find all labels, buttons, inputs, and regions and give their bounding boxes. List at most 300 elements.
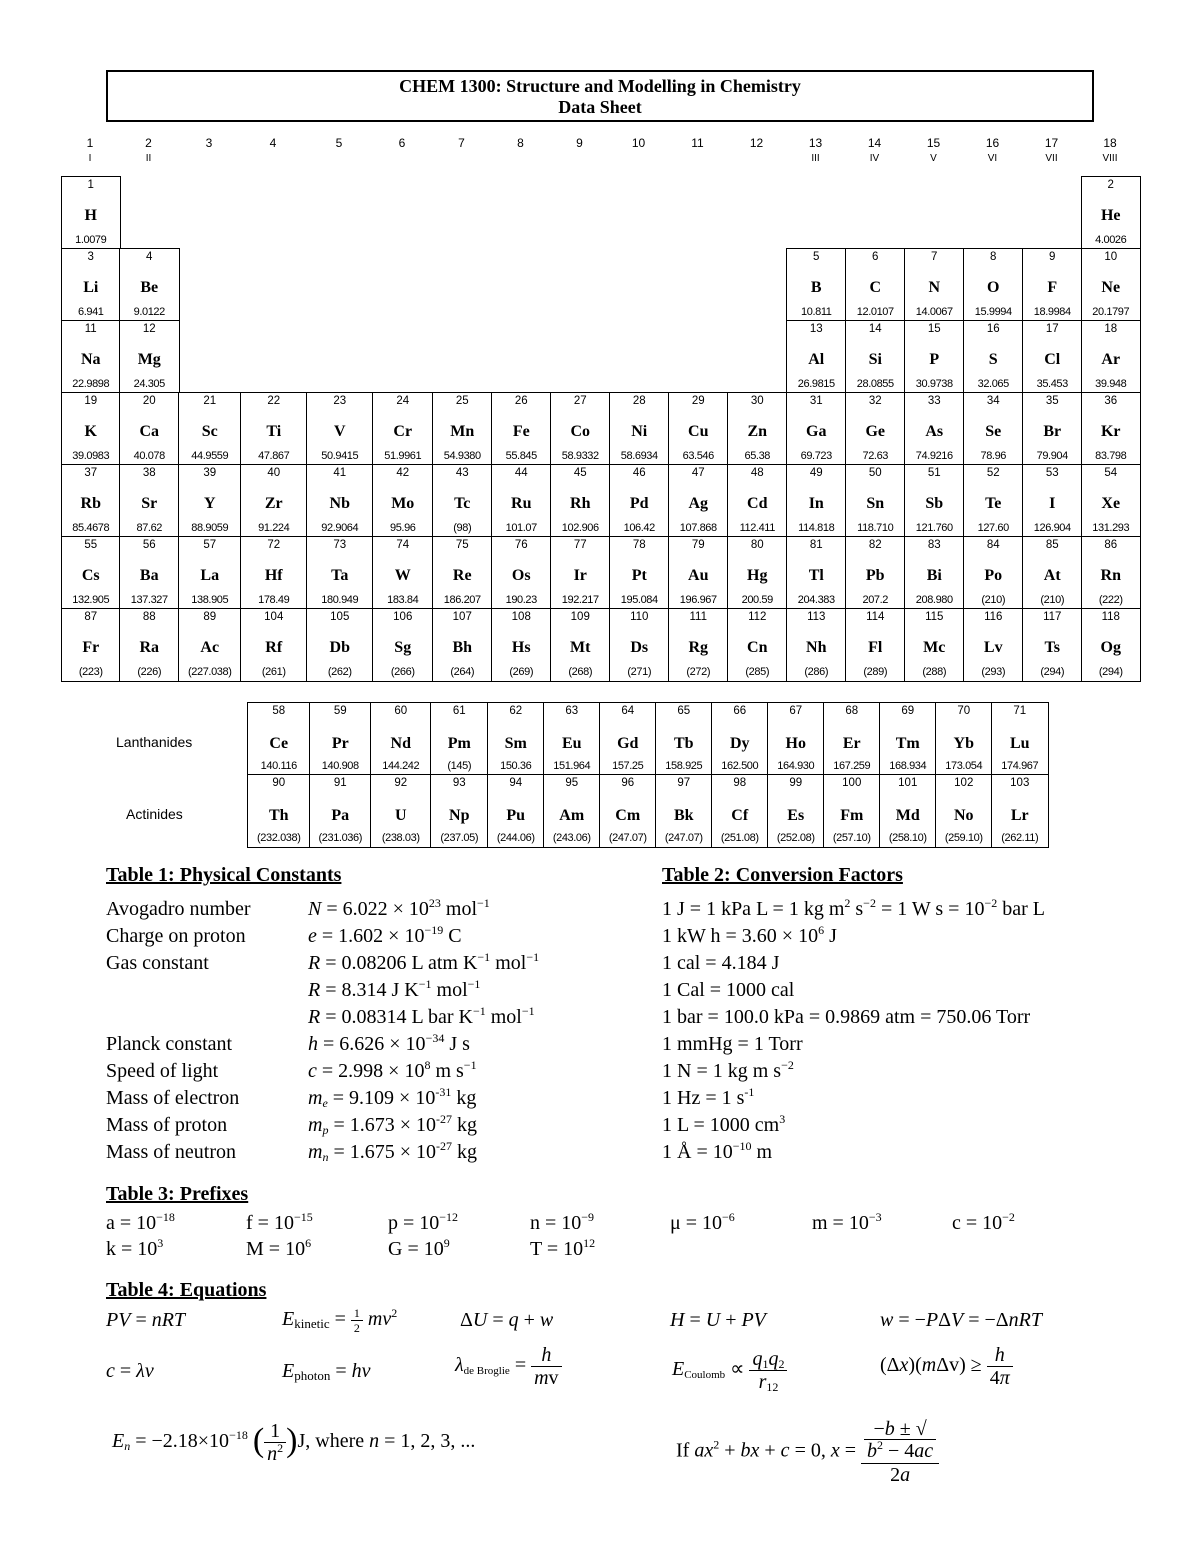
atomic-mass: 40.078 <box>133 449 165 462</box>
element-cell-la <box>178 536 242 610</box>
element-symbol: K <box>84 423 97 440</box>
atomic-mass: 69.723 <box>800 449 832 462</box>
element-symbol: P <box>929 351 940 368</box>
atomic-number: 60 <box>394 705 408 717</box>
element-cell-tl <box>786 536 847 610</box>
atomic-number: 35 <box>1045 395 1059 407</box>
element-cell-sm <box>487 702 545 776</box>
atomic-mass: 121.760 <box>915 521 953 534</box>
element-cell-b <box>786 248 847 322</box>
element-cell-s <box>963 320 1024 394</box>
atomic-number: 106 <box>393 611 413 623</box>
element-symbol: Fl <box>868 639 883 656</box>
element-symbol: Hg <box>747 567 768 584</box>
element-symbol: Y <box>203 495 216 512</box>
atomic-number: 1 <box>87 179 94 191</box>
element-cell-hg <box>727 536 788 610</box>
prefix-entry: $T = 10^{12}$ <box>530 1236 596 1260</box>
atomic-mass: 140.908 <box>321 759 359 772</box>
element-symbol: W <box>394 567 411 584</box>
element-symbol: Cs <box>81 567 100 584</box>
equation-de-broglie: $\lambda_{de Broglie}$ = $\frac{h}{mv}$ <box>455 1344 562 1389</box>
element-symbol: Ga <box>806 423 827 440</box>
atomic-mass: 118.710 <box>857 521 894 534</box>
atomic-mass: 47.867 <box>258 449 290 462</box>
atomic-mass: (269) <box>509 665 534 678</box>
element-cell-ga <box>786 392 847 466</box>
atomic-mass: (244.06) <box>496 831 535 844</box>
element-cell-v <box>306 392 374 466</box>
element-symbol: Fe <box>512 423 530 440</box>
sheet-subtitle: Data Sheet <box>558 97 642 117</box>
element-symbol: Mn <box>450 423 475 440</box>
atomic-number: 99 <box>789 777 803 789</box>
element-symbol: Ir <box>573 567 587 584</box>
element-symbol: Lv <box>983 639 1003 656</box>
prefix-entry: $n = 10^{-9}$ <box>530 1210 595 1234</box>
element-cell-p <box>904 320 965 394</box>
atomic-number: 117 <box>1043 611 1062 623</box>
element-symbol: Sc <box>201 423 218 440</box>
element-cell-in <box>786 464 847 538</box>
atomic-number: 4 <box>146 251 153 263</box>
element-symbol: Og <box>1100 639 1121 656</box>
element-symbol: N <box>928 279 941 296</box>
atomic-number: 38 <box>142 467 156 479</box>
constant-value: $N = 6.022 \times 10^{23}$ mol$^{-1}$ <box>308 896 490 920</box>
element-symbol: Ds <box>630 639 649 656</box>
element-cell-li <box>61 248 121 322</box>
element-symbol: Sb <box>925 495 944 512</box>
element-symbol: Hf <box>264 567 283 584</box>
atomic-mass: 78.96 <box>980 449 1007 462</box>
atomic-number: 58 <box>272 705 286 717</box>
atomic-mass: 195.084 <box>620 593 658 606</box>
group-header <box>1023 136 1081 164</box>
element-symbol: Mo <box>391 495 415 512</box>
element-cell-ta <box>306 536 374 610</box>
atomic-number: 57 <box>203 539 217 551</box>
atomic-number: 33 <box>927 395 941 407</box>
element-symbol: Db <box>329 639 350 656</box>
atomic-mass: 24.305 <box>133 377 165 390</box>
element-symbol: La <box>200 567 220 584</box>
element-symbol: Ar <box>1101 351 1121 368</box>
constant-value: $h = 6.626 \times 10^{-34}$ J s <box>308 1031 470 1055</box>
constant-name: Mass of neutron <box>106 1141 236 1163</box>
atomic-mass: 88.9059 <box>191 521 229 534</box>
atomic-mass: 164.930 <box>777 759 815 772</box>
group-number: 4 <box>269 136 277 150</box>
element-cell-k <box>61 392 121 466</box>
atomic-number: 94 <box>509 777 523 789</box>
element-cell-au <box>668 536 729 610</box>
element-cell-hf <box>240 536 308 610</box>
atomic-mass: 114.818 <box>798 521 835 534</box>
group-header <box>669 136 727 153</box>
equation-work: w = −PΔV = −ΔnRT <box>880 1309 1042 1331</box>
element-symbol: Po <box>984 567 1003 584</box>
constant-value: R = 0.08206 L atm $K^{-1}$ mol$^{-1}$ <box>308 950 540 974</box>
atomic-mass: 112.411 <box>739 521 775 534</box>
atomic-mass: (288) <box>922 665 947 678</box>
atomic-number: 67 <box>789 705 803 717</box>
element-symbol: Eu <box>561 735 582 752</box>
atomic-mass: 95.96 <box>389 521 416 534</box>
atomic-number: 21 <box>203 395 217 407</box>
atomic-number: 65 <box>677 705 691 717</box>
atomic-number: 49 <box>809 467 823 479</box>
atomic-number: 71 <box>1013 705 1027 717</box>
atomic-mass: 30.9738 <box>915 377 953 390</box>
element-symbol: Cu <box>688 423 709 440</box>
element-cell-es <box>767 774 825 848</box>
element-cell-n <box>904 248 965 322</box>
element-symbol: Cd <box>747 495 768 512</box>
element-symbol: Pr <box>331 735 349 752</box>
atomic-number: 82 <box>868 539 882 551</box>
group-header <box>244 136 302 153</box>
atomic-mass: (262.11) <box>1001 831 1039 844</box>
atomic-number: 32 <box>868 395 882 407</box>
atomic-number: 66 <box>733 705 747 717</box>
atomic-mass: 87.62 <box>136 521 163 534</box>
element-cell-sc <box>178 392 242 466</box>
atomic-mass: (252.08) <box>776 831 815 844</box>
atomic-mass: 65.38 <box>744 449 771 462</box>
element-symbol: Si <box>868 351 882 368</box>
atomic-number: 62 <box>509 705 523 717</box>
equation-quadratic-formula: If $ax^2$ + bx + c = 0, x = −b ± √ $b^2 - 4ac$ 2a <box>676 1418 939 1486</box>
element-symbol: In <box>808 495 824 512</box>
atomic-number: 8 <box>990 251 997 263</box>
element-symbol: V <box>333 423 346 440</box>
atomic-number: 22 <box>267 395 281 407</box>
atomic-number: 56 <box>142 539 156 551</box>
atomic-number: 84 <box>986 539 1000 551</box>
atomic-mass: 4.0026 <box>1095 233 1127 246</box>
element-cell-te <box>963 464 1024 538</box>
element-symbol: Cf <box>731 807 749 824</box>
group-header <box>310 136 368 153</box>
atomic-mass: (145) <box>447 759 472 772</box>
element-symbol: Ti <box>266 423 282 440</box>
group-number: 13 <box>808 136 823 150</box>
atomic-number: 52 <box>986 467 1000 479</box>
table1-title: Table 1: Physical Constants <box>106 864 342 886</box>
element-cell-i <box>1022 464 1083 538</box>
atomic-mass: 22.9898 <box>72 377 110 390</box>
element-cell-ba <box>119 536 180 610</box>
element-symbol: Ru <box>511 495 532 512</box>
element-symbol: Cr <box>393 423 413 440</box>
element-symbol: F <box>1047 279 1058 296</box>
atomic-mass: (227.038) <box>188 665 232 678</box>
atomic-mass: 51.9961 <box>384 449 422 462</box>
constant-name: Mass of proton <box>106 1114 228 1136</box>
element-cell-gd <box>599 702 657 776</box>
element-symbol: Au <box>688 567 709 584</box>
element-symbol: U <box>394 807 407 824</box>
group-header <box>905 136 963 164</box>
element-symbol: C <box>869 279 882 296</box>
atomic-mass: 178.49 <box>258 593 290 606</box>
element-cell-zr <box>240 464 308 538</box>
atomic-mass: 207.2 <box>862 593 889 606</box>
atomic-mass: (285) <box>745 665 770 678</box>
element-cell-nd <box>370 702 432 776</box>
atomic-mass: 54.9380 <box>443 449 481 462</box>
element-symbol: Pa <box>331 807 350 824</box>
element-symbol: Ho <box>785 735 806 752</box>
atomic-mass: (247.07) <box>608 831 647 844</box>
element-symbol: Ne <box>1101 279 1121 296</box>
atomic-mass: 126.904 <box>1033 521 1071 534</box>
element-cell-xe <box>1081 464 1141 538</box>
atomic-number: 39 <box>203 467 217 479</box>
element-symbol: Ni <box>631 423 648 440</box>
element-symbol: Al <box>808 351 825 368</box>
element-cell-be <box>119 248 180 322</box>
atomic-mass: (247.07) <box>664 831 703 844</box>
atomic-number: 111 <box>689 611 707 623</box>
constant-value: R = 8.314 J $K^{-1}$ mol$^{-1}$ <box>308 977 481 1001</box>
atomic-number: 69 <box>901 705 915 717</box>
element-symbol: Bk <box>673 807 694 824</box>
sheet-title-box <box>106 70 1094 122</box>
element-cell-er <box>823 702 881 776</box>
element-symbol: Sn <box>866 495 885 512</box>
constant-name: Mass of electron <box>106 1087 240 1109</box>
atomic-mass: 173.054 <box>945 759 983 772</box>
atomic-number: 46 <box>632 467 646 479</box>
element-symbol: H <box>84 207 97 224</box>
atomic-mass: (294) <box>1040 665 1065 678</box>
element-cell-po <box>963 536 1024 610</box>
group-number: 14 <box>867 136 882 150</box>
atomic-number: 59 <box>333 705 347 717</box>
atomic-number: 47 <box>691 467 705 479</box>
element-symbol: Os <box>511 567 531 584</box>
atomic-mass: 55.845 <box>505 449 537 462</box>
element-cell-tm <box>879 702 937 776</box>
element-cell-cf <box>711 774 769 848</box>
element-cell-kr <box>1081 392 1141 466</box>
element-symbol: Bh <box>452 639 473 656</box>
atomic-mass: 39.0983 <box>72 449 110 462</box>
element-cell-ag <box>668 464 729 538</box>
element-cell-lr <box>991 774 1049 848</box>
prefix-entry: $M = 10^6$ <box>246 1236 312 1260</box>
element-cell-ra <box>119 608 180 682</box>
element-cell-sg <box>372 608 434 682</box>
element-cell-ar <box>1081 320 1141 394</box>
atomic-number: 102 <box>954 777 974 789</box>
element-cell-zn <box>727 392 788 466</box>
atomic-number: 5 <box>813 251 820 263</box>
element-symbol: Zn <box>747 423 768 440</box>
element-cell-mo <box>372 464 434 538</box>
conversion-factor: 1 kW $h = 3.60 \times 10^6$ J <box>662 923 837 947</box>
atomic-number: 79 <box>691 539 705 551</box>
table2-title: Table 2: Conversion Factors <box>662 864 903 886</box>
element-symbol: Rb <box>80 495 101 512</box>
group-number: 9 <box>576 136 583 150</box>
element-symbol: Ge <box>865 423 886 440</box>
atomic-mass: (232.038) <box>257 831 301 844</box>
atomic-number: 93 <box>452 777 466 789</box>
element-cell-ti <box>240 392 308 466</box>
atomic-mass: 144.242 <box>382 759 420 772</box>
conversion-factor: 1 mmHg = 1 Torr <box>662 1033 803 1055</box>
atomic-number: 103 <box>1010 777 1030 789</box>
element-symbol: Th <box>268 807 289 824</box>
element-symbol: Kr <box>1100 423 1121 440</box>
element-cell-cl <box>1022 320 1083 394</box>
sheet-title: CHEM 1300: Structure and Modelling in Chemistry <box>399 76 801 96</box>
atomic-mass: 180.949 <box>321 593 359 606</box>
element-symbol: Tm <box>895 735 920 752</box>
atomic-mass: 58.9332 <box>561 449 599 462</box>
atomic-number: 14 <box>868 323 882 335</box>
atomic-mass: 101.07 <box>505 521 537 534</box>
table4-title: Table 4: Equations <box>106 1279 267 1301</box>
atomic-number: 37 <box>84 467 98 479</box>
atomic-mass: 168.934 <box>889 759 927 772</box>
element-symbol: Lr <box>1010 807 1029 824</box>
atomic-number: 51 <box>927 467 941 479</box>
atomic-mass: (210) <box>981 593 1006 606</box>
group-roman: III <box>811 153 820 164</box>
element-symbol: Pb <box>865 567 885 584</box>
atomic-number: 3 <box>87 251 94 263</box>
element-cell-yb <box>935 702 993 776</box>
atomic-mass: 83.798 <box>1095 449 1127 462</box>
atomic-mass: (98) <box>453 521 472 534</box>
element-cell-mt <box>550 608 611 682</box>
element-cell-ru <box>491 464 552 538</box>
atomic-number: 17 <box>1045 323 1059 335</box>
atomic-number: 78 <box>632 539 646 551</box>
element-cell-np <box>430 774 489 848</box>
group-roman: I <box>88 153 92 164</box>
atomic-mass: 132.905 <box>72 593 110 606</box>
group-roman: IV <box>869 153 880 164</box>
atomic-mass: 85.4678 <box>72 521 110 534</box>
element-cell-si <box>845 320 906 394</box>
constant-name: Speed of light <box>106 1060 219 1082</box>
element-cell-as <box>904 392 965 466</box>
element-cell-co <box>550 392 611 466</box>
element-symbol: Na <box>80 351 101 368</box>
atomic-mass: 158.925 <box>665 759 703 772</box>
group-number: 2 <box>145 136 152 150</box>
atomic-mass: 92.9064 <box>321 521 359 534</box>
atomic-mass: (266) <box>390 665 415 678</box>
atomic-mass: 12.0107 <box>856 305 894 318</box>
element-symbol: Am <box>559 807 585 824</box>
atomic-number: 16 <box>986 323 1000 335</box>
group-number: 1 <box>86 136 94 150</box>
element-symbol: Sm <box>504 735 527 752</box>
atomic-mass: 192.217 <box>561 593 599 606</box>
atomic-mass: 63.546 <box>682 449 714 462</box>
atomic-mass: 39.948 <box>1095 377 1127 390</box>
atomic-mass: (259.10) <box>944 831 983 844</box>
element-symbol: Ba <box>139 567 159 584</box>
atomic-number: 31 <box>809 395 823 407</box>
element-cell-fe <box>491 392 552 466</box>
element-cell-lu <box>991 702 1049 776</box>
element-symbol: Be <box>140 279 159 296</box>
element-symbol: Tb <box>673 735 694 752</box>
conversion-factor: 1 Å = $10^{-10}$ m <box>662 1139 773 1163</box>
atomic-number: 108 <box>511 611 531 623</box>
element-cell-cr <box>372 392 434 466</box>
atomic-number: 29 <box>691 395 705 407</box>
element-cell-na <box>61 320 121 394</box>
atomic-number: 34 <box>986 395 1000 407</box>
atomic-mass: 204.383 <box>797 593 835 606</box>
atomic-number: 55 <box>84 539 98 551</box>
element-cell-fl <box>845 608 906 682</box>
atomic-number: 41 <box>333 467 347 479</box>
atomic-number: 40 <box>267 467 281 479</box>
element-cell-pa <box>309 774 372 848</box>
element-cell-o <box>963 248 1024 322</box>
atomic-number: 89 <box>203 611 217 623</box>
prefix-entry: $G = 10^9$ <box>388 1236 450 1260</box>
constant-value: $c = 2.998 \times 10^8$ m $s^{-1}$ <box>308 1058 477 1082</box>
atomic-number: 87 <box>84 611 98 623</box>
atomic-mass: (286) <box>804 665 829 678</box>
group-number: 6 <box>398 136 406 150</box>
element-cell-tc <box>432 464 493 538</box>
atomic-mass: 1.0079 <box>75 233 107 246</box>
atomic-number: 104 <box>264 611 284 623</box>
atomic-number: 97 <box>677 777 691 789</box>
prefix-entry: $p = 10^{-12}$ <box>388 1210 459 1234</box>
atomic-mass: 20.1797 <box>1092 305 1130 318</box>
atomic-mass: (222) <box>1098 593 1123 606</box>
group-number: 15 <box>926 136 941 150</box>
element-symbol: Pu <box>506 807 526 824</box>
element-symbol: Ra <box>139 639 160 656</box>
atomic-number: 112 <box>748 611 767 623</box>
element-cell-rb <box>61 464 121 538</box>
constant-value: $m_n = 1.675 \times 10^{-27}$ kg <box>308 1139 478 1164</box>
element-cell-lv <box>963 608 1024 682</box>
element-symbol: Pm <box>447 735 471 752</box>
element-symbol: Sg <box>394 639 412 656</box>
element-cell-mg <box>119 320 180 394</box>
atomic-number: 26 <box>514 395 528 407</box>
element-symbol: Br <box>1043 423 1062 440</box>
element-symbol: Mg <box>137 351 161 368</box>
atomic-mass: (258.10) <box>888 831 927 844</box>
atomic-number: 107 <box>452 611 472 623</box>
equation-coulomb: $E_{Coulomb}$ ∝ $\frac{q_1q_2}{r_{12}}$ <box>672 1348 787 1393</box>
lanthanides-label: Lanthanides <box>116 734 193 750</box>
atomic-number: 36 <box>1104 395 1118 407</box>
element-symbol: No <box>953 807 974 824</box>
group-header <box>787 136 845 164</box>
atomic-mass: 79.904 <box>1036 449 1068 462</box>
group-roman: II <box>145 153 152 164</box>
element-symbol: B <box>810 279 822 296</box>
atomic-mass: (226) <box>137 665 162 678</box>
element-symbol: Ce <box>269 735 289 752</box>
